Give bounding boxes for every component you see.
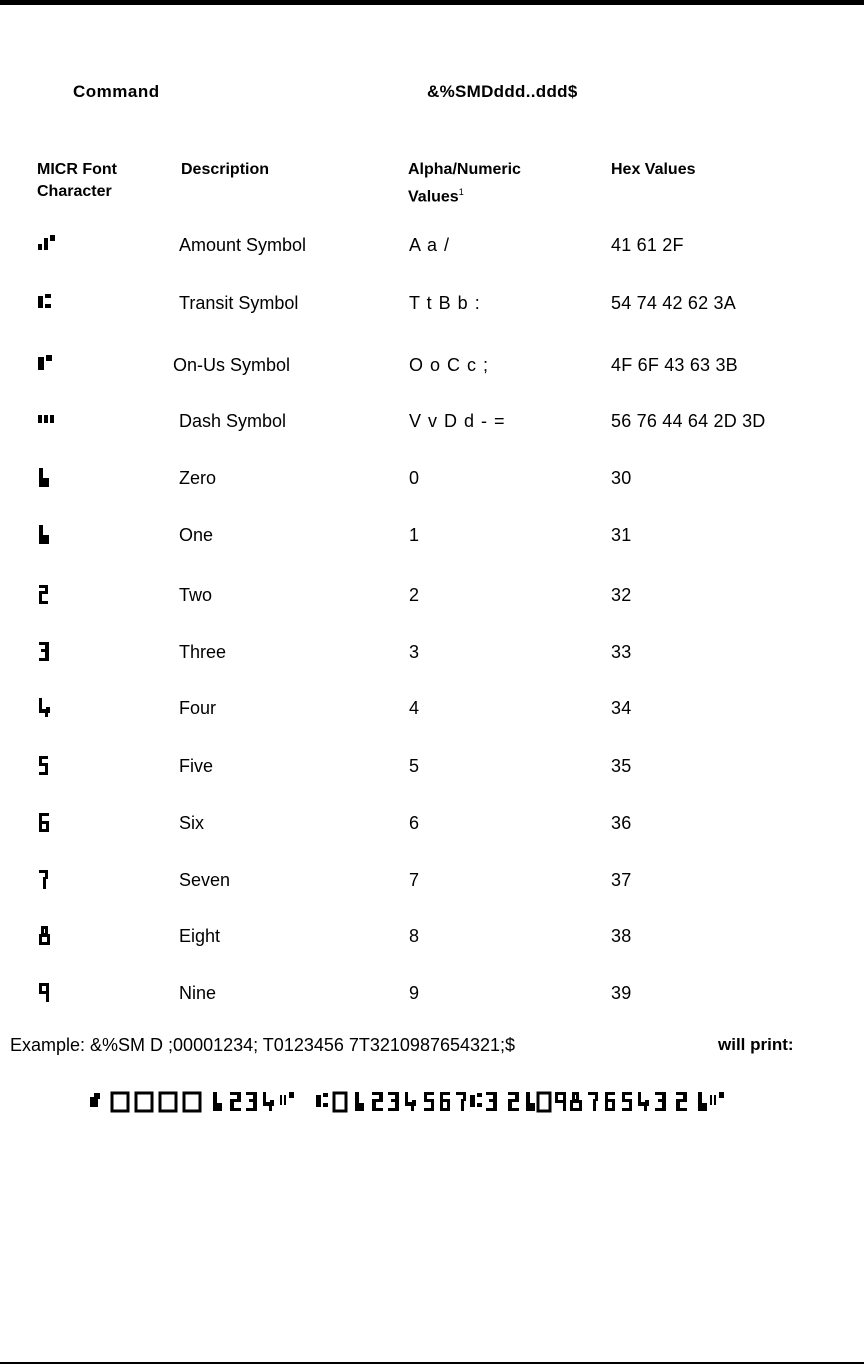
- header-line: Values: [408, 188, 459, 206]
- table-row: [0, 637, 864, 667]
- row-description: One: [179, 525, 214, 545]
- bottom-rule: [0, 1362, 864, 1364]
- table-row: [0, 580, 864, 610]
- row-hex: 36: [611, 813, 632, 833]
- row-alpha: 6: [409, 813, 421, 833]
- row-alpha: 1: [409, 525, 421, 545]
- micr-five-icon: [37, 754, 63, 778]
- row-description: Five: [179, 756, 214, 776]
- header-hex-values: Hex Values: [611, 161, 696, 178]
- header-description: Description: [181, 161, 270, 178]
- table-row: [0, 865, 864, 895]
- row-description: Two: [179, 585, 213, 605]
- will-print-label: will print:: [718, 1035, 794, 1054]
- example-text: Example: &%SM D ;00001234; T0123456 7T3210987654321;$: [10, 1035, 516, 1055]
- micr-one-icon: [37, 523, 63, 547]
- row-hex: 39: [611, 983, 632, 1003]
- on-us-symbol-icon: [37, 353, 63, 377]
- row-hex: 4F 6F 43 63 3B: [611, 355, 738, 375]
- table-row: [0, 978, 864, 1008]
- table-row: [0, 288, 864, 318]
- table-row: [0, 693, 864, 723]
- table-row: [0, 350, 864, 380]
- row-description: Transit Symbol: [179, 293, 299, 313]
- row-hex: 30: [611, 468, 632, 488]
- row-description: Three: [179, 642, 227, 662]
- row-alpha: O o C c ;: [409, 355, 490, 375]
- row-hex: 56 76 44 64 2D 3D: [611, 411, 766, 431]
- micr-three-icon: [37, 640, 63, 664]
- table-row: [0, 808, 864, 838]
- row-alpha: 8: [409, 926, 421, 946]
- row-description: Nine: [179, 983, 217, 1003]
- row-alpha: 0: [409, 468, 421, 488]
- header-line: MICR Font: [37, 161, 117, 178]
- row-description: Four: [179, 698, 217, 718]
- command-label: Command: [73, 82, 160, 101]
- row-alpha: 5: [409, 756, 421, 776]
- row-description: Amount Symbol: [179, 235, 307, 255]
- row-description: On-Us Symbol: [173, 355, 291, 375]
- table-row: [0, 463, 864, 493]
- micr-seven-icon: [37, 868, 63, 892]
- row-hex: 54 74 42 62 3A: [611, 293, 736, 313]
- dash-symbol-icon: [37, 409, 63, 433]
- table-row: [0, 921, 864, 951]
- table-row: [0, 520, 864, 550]
- transit-symbol-icon: [37, 291, 63, 315]
- row-description: Six: [179, 813, 205, 833]
- micr-zero-icon: [37, 466, 63, 490]
- row-description: Eight: [179, 926, 221, 946]
- header-alpha-numeric: [408, 159, 521, 208]
- table-row: [0, 751, 864, 781]
- row-alpha: 9: [409, 983, 421, 1003]
- header-micr-font-character: [37, 159, 117, 203]
- row-hex: 31: [611, 525, 632, 545]
- micr-eight-icon: [37, 924, 63, 948]
- row-alpha: 4: [409, 698, 421, 718]
- row-hex: 41 61 2F: [611, 235, 684, 255]
- row-hex: 38: [611, 926, 632, 946]
- row-alpha: A a /: [409, 235, 451, 255]
- table-row: [0, 406, 864, 436]
- micr-two-icon: [37, 583, 63, 607]
- row-alpha: 2: [409, 585, 421, 605]
- row-alpha: 7: [409, 870, 421, 890]
- micr-four-icon: [37, 696, 63, 720]
- row-hex: 34: [611, 698, 632, 718]
- micr-printed-sample-icon: [88, 1087, 828, 1117]
- row-description: Zero: [179, 468, 217, 488]
- row-alpha: 3: [409, 642, 421, 662]
- top-rule: [0, 0, 864, 5]
- micr-six-icon: [37, 811, 63, 835]
- row-hex: 37: [611, 870, 632, 890]
- micr-nine-icon: [37, 981, 63, 1005]
- row-hex: 32: [611, 585, 632, 605]
- table-row: [0, 230, 864, 260]
- row-alpha: V v D d - =: [409, 411, 506, 431]
- row-hex: 35: [611, 756, 632, 776]
- row-hex: 33: [611, 642, 632, 662]
- amount-symbol-icon: [37, 233, 63, 257]
- footnote-marker: 1: [458, 187, 464, 197]
- header-line: Character: [37, 183, 112, 200]
- row-description: Seven: [179, 870, 231, 890]
- row-description: Dash Symbol: [179, 411, 287, 431]
- header-line: Alpha/Numeric: [408, 161, 521, 178]
- command-value: &%SMDddd..ddd$: [427, 82, 578, 101]
- row-alpha: T t B b :: [409, 293, 481, 313]
